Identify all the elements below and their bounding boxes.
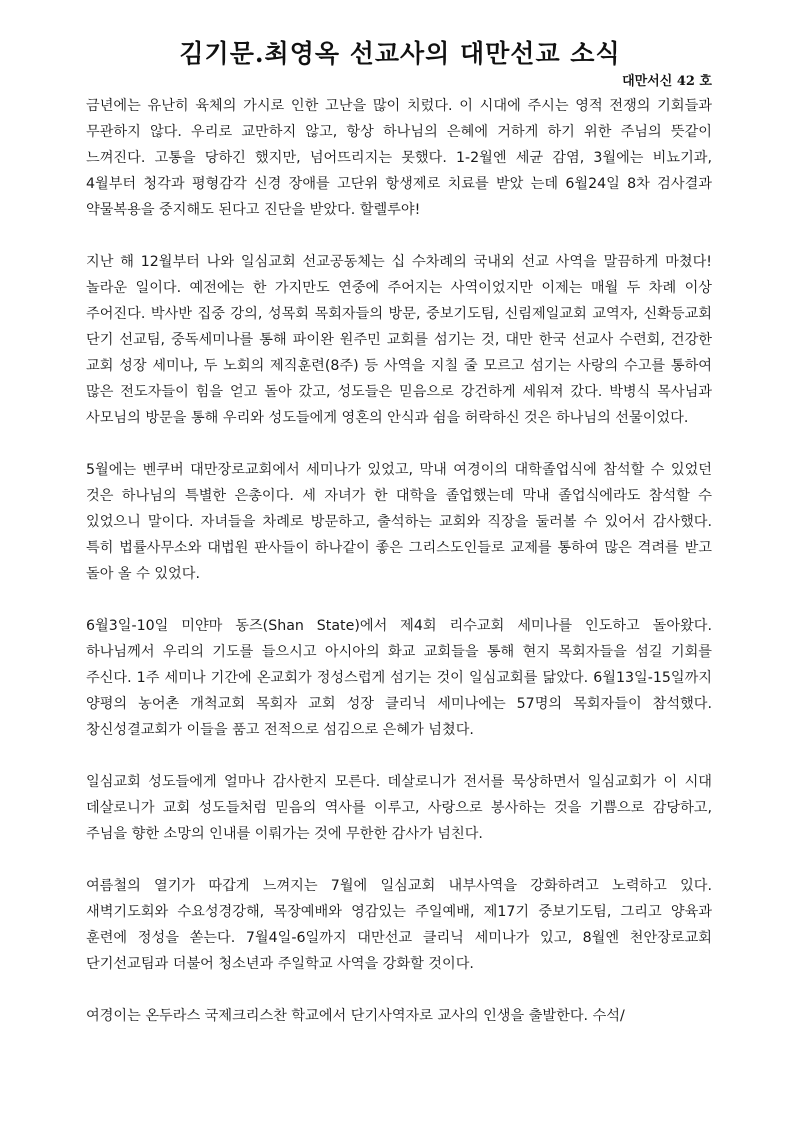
paragraph: 5월에는 벤쿠버 대만장로교회에서 세미나가 있었고, 막내 여경이의 대학졸업식에 참석할 수 있었던 것은 하나님의 특별한 은총이다. 세 자녀가 한 대학을 졸업했는데 막내 졸업식에라도 참석할 수 있었으니 말이다. 자녀들을 차례로 방문하고, 출석하는 교회와 직장을 둘러볼 수 있어서 감사했다. 특히 법률사무소와 대법원 판사들이 하나같이 좋은 그리스도인들로 교제를 통하여 많은 격려를 받고 돌아 올 수 있었다. (86, 462, 712, 582)
letter-title: 김기문.최영옥 선교사의 대만선교 소식 (179, 39, 621, 68)
paragraph: 일심교회 성도들에게 얼마나 감사한지 모른다. 데살로니가 전서를 묵상하면서 일심교회가 이 시대 데살로니가 교회 성도들처럼 믿음의 역사를 이루고, 사랑으로 봉사하는 것을 기쁨으로 감당하고, 주님을 향한 소망의 인내를 이뤄가는 것에 무한한 감사가 넘친다. (86, 774, 712, 842)
paragraph: 금년에는 유난히 육체의 가시로 인한 고난을 많이 치렀다. 이 시대에 주시는 영적 전쟁의 기회들과 무관하지 않다. 우리로 교만하지 않고, 항상 하나님의 은혜에 거하게 하기 위한 주님의 뜻같이 느껴진다. 고통을 당하긴 했지만, 넘어뜨리지는 못했다. 1-2월엔 세균 감염, 3월에는 비뇨기과, 4월부터 청각과 평형감각 신경 장애를 고단위 항생제로 치료를 받았 는데 6월24일 8차 검사결과 약물복용을 중지해도 된다고 진단을 받았다. 할렐루야! (86, 98, 712, 218)
paragraph: 여경이는 온두라스 국제크리스찬 학교에서 단기사역자로 교사의 인생을 출발한다. 수석/ (86, 1008, 625, 1024)
paragraph: 지난 해 12월부터 나와 일심교회 선교공동체는 십 수차례의 국내외 선교 사역을 말끔하게 마쳤다! 놀라운 일이다. 예전에는 한 가지만도 연중에 주어지는 사역이었지만 이제는 매월 두 차례 이상 주어진다. 박사반 집중 강의, 성목회 목회자들의 방문, 중보기도팀, 신림제일교회 교역자, 신확등교회 단기 선교팀, 중독세미나를 통해 파이완 원주민 교회를 섬기는 것, 대만 한국 선교사 수련회, 건강한 교회 성장 세미나, 두 노회의 제직훈련(8주) 등 사역을 지칠 줄 모르고 섬기는 사랑의 수고를 통하여 많은 전도자들이 힘을 얻고 돌아 갔고, 성도들은 믿음으로 강건하게 세워져 갔다. 박병식 목사님과 사모님의 방문을 통해 우리와 성도들에게 영혼의 안식과 쉼을 허락하신 것은 하나님의 선물이었다. (86, 254, 712, 426)
paragraph: 6월3일-10일 미얀마 동즈(Shan State)에서 제4회 리수교회 세미나를 인도하고 돌아왔다. 하나님께서 우리의 기도를 들으시고 아시아의 화교 교회들을 통해 현지 목회자들을 섬길 기회를 주신다. 1주 세미나 기간에 온교회가 정성스럽게 섬기는 것이 일심교회를 닮았다. 6월13일-15일까지 양평의 농어촌 개척교회 목회자 교회 성장 클리닉 세미나에는 57명의 목회자들이 참석했다. 창신성결교회가 이들을 품고 전적으로 섬김으로 은혜가 넘쳤다. (86, 618, 712, 738)
issue-number: 대만서신 42 호 (622, 74, 712, 89)
paragraph: 여름철의 열기가 따갑게 느껴지는 7월에 일심교회 내부사역을 강화하려고 노력하고 있다. 새벽기도회와 수요성경강해, 목장예배와 영감있는 주일예배, 제17기 중보기도팀, 그리고 양육과 훈련에 정성을 쏟는다. 7월4일-6일까지 대만선교 클리닉 세미나가 있고, 8월엔 천안장로교회 단기선교팀과 더불어 청소년과 주일학교 사역을 강화할 것이다. (86, 878, 712, 972)
letter-body (86, 93, 712, 1055)
